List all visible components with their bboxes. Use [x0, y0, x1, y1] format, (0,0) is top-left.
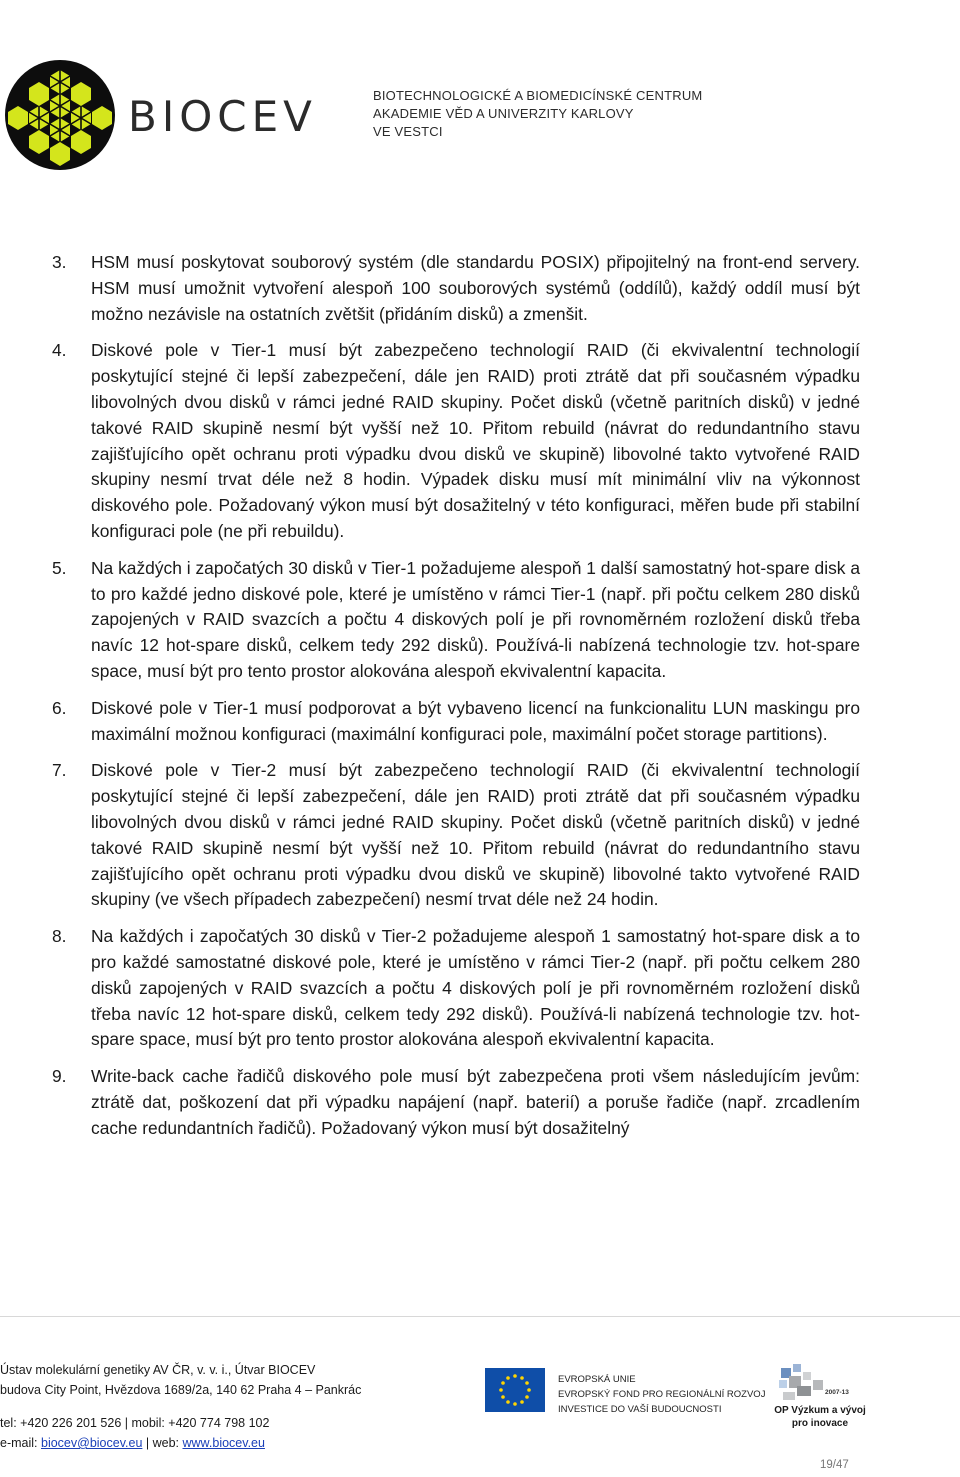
footer-divider	[0, 1316, 960, 1317]
list-item	[52, 556, 860, 685]
item-text: Na každých i započatých 30 disků v Tier-1 požadujeme alespoň 1 další samostatný hot-spare disk a to pro každé jedno diskové pole, které je umístěno v rámci Tier-1 (např. při počtu celkem 280 disků zapojených v RAID svazcích a počtu 4 diskových polí je při rovnoměrném rozložení disků třeba navíc 12 hot-spare disků, celkem tedy 292 disků). Používá-li nabízená technologie tzv. hot-spare space, musí být pro tento prostor alokována alespoň ekvivalentní kapacita.	[91, 557, 860, 681]
email-link[interactable]: biocev@biocev.eu	[41, 1436, 143, 1450]
op-program-text	[772, 1404, 868, 1430]
institution-line: VE VESTCI	[373, 124, 443, 139]
eu-line: INVESTICE DO VAŠÍ BUDOUCNOSTI	[558, 1404, 722, 1415]
org-name: Ústav molekulární genetiky AV ČR, v. v. i., Útvar BIOCEV	[0, 1363, 316, 1377]
op-line: pro inovace	[791, 1418, 849, 1429]
item-number: 3.	[52, 252, 67, 272]
list-item	[52, 1064, 860, 1141]
item-number: 9.	[52, 1066, 67, 1087]
item-text: Write-back cache řadičů diskového pole musí být zabezpečena proti všem následujícím jevům: ztrátě dat, poškození dat při výpadku napájení (např. baterií) a poruše řadiče (např. zrcadlením cache redundantních řadičů). Požadovaný výkon musí být dosažitelný	[91, 1066, 860, 1138]
op-year: 2007-13	[825, 1389, 849, 1396]
eu-flag-icon	[485, 1368, 545, 1412]
item-number: 8.	[52, 926, 67, 947]
biocev-logo-icon	[3, 58, 117, 172]
web-label: | web:	[145, 1436, 180, 1450]
eu-line: EVROPSKÝ FOND PRO REGIONÁLNÍ ROZVOJ	[558, 1389, 766, 1400]
item-text: Na každých i započatých 30 disků v Tier-2 požadujeme alespoň 1 samostatný hot-spare disk a to pro každé samostatné diskové pole, které je umístěno v rámci Tier-2 (např. při počtu celkem 280 disků zapojených v RAID svazcích a počtu 4 diskových polí je při rovnoměrném rozložení disků třeba navíc 12 hot-spare disků, celkem tedy 292 disků). Používá-li nabízená technologie tzv. hot-spare space, musí být pro tento prostor alokována alespoň ekvivalentní kapacita.	[91, 926, 860, 1050]
institution-line: BIOTECHNOLOGICKÉ A BIOMEDICÍNSKÉ CENTRUM	[373, 88, 703, 103]
op-line: OP Výzkum a vývoj	[774, 1405, 866, 1416]
item-text: Diskové pole v Tier-1 musí podporovat a být vybaveno licencí na funkcionalitu LUN maskingu pro maximální možnou konfiguraci (maximální konfiguraci pole, maximální počet storage partitions).	[91, 697, 860, 744]
institution-name	[373, 87, 702, 141]
institution-line: AKADEMIE VĚD A UNIVERZITY KARLOVY	[373, 106, 634, 121]
footer-address	[0, 1360, 361, 1453]
item-number: 6.	[52, 697, 67, 718]
item-number: 7.	[52, 760, 67, 781]
item-number: 4.	[52, 340, 67, 361]
item-number: 5.	[52, 557, 67, 578]
email-label: e-mail:	[0, 1436, 38, 1450]
eu-fund-text	[558, 1372, 765, 1417]
list-item	[52, 758, 860, 913]
list-item	[52, 338, 860, 544]
page-number: 19/47	[820, 1459, 849, 1471]
item-text: HSM musí poskytovat souborový systém (dle standardu POSIX) připojitelný na front-end servery. HSM musí umožnit vytvoření alespoň 100 souborových systémů (oddílů), každý oddíl musí být možno nezávisle na ostatních zvětšit (přidáním disků) a zmenšit.	[91, 252, 860, 324]
contact-links	[0, 1433, 361, 1453]
phone-numbers: tel: +420 226 201 526 | mobil: +420 774 798 102	[0, 1416, 270, 1430]
page-header	[0, 0, 960, 180]
list-item	[52, 696, 860, 748]
org-address: budova City Point, Hvězdova 1689/2a, 140 62 Praha 4 – Pankrác	[0, 1383, 362, 1397]
web-link[interactable]: www.biocev.eu	[182, 1436, 265, 1450]
item-text: Diskové pole v Tier-2 musí být zabezpečeno technologií RAID (či ekvivalentní technologií poskytující stejné či lepší zabezpečení, dále jen RAID) proti ztrátě dat při současném výpadku libovolných dvou disků v rámci jedné RAID skupiny. Počet disků (včetně paritních disků) v jedné takové RAID skupině nesmí být vyšší než 10. Přitom rebuild (návrat do redundantního stavu zajišťujícího opět ochranu proti výpadku dvou disků ve skupině) libovolné takto vytvořené RAID skupiny (ve všech případech zabezpečení) nesmí trvat déle než 24 hodin.	[91, 760, 860, 910]
list-item	[52, 924, 860, 1053]
item-text: Diskové pole v Tier-1 musí být zabezpečeno technologií RAID (či ekvivalentní technologií poskytující stejné či lepší zabezpečení, dále jen RAID) proti ztrátě dat při současném výpadku libovolných dvou disků v rámci jedné RAID skupiny. Počet disků (včetně paritních disků) v jedné takové RAID skupině nesmí být vyšší než 10. Přitom rebuild (návrat do redundantního stavu zajišťujícího opět ochranu proti výpadku dvou disků ve skupině) libovolné takto vytvořené RAID skupiny nesmí trvat déle než 8 hodin. Výpadek disku musí mít minimální vliv na výkonnost diskového pole. Požadovaný výkon musí být dosažitelný v této konfiguraci, měřen bude při stabilní konfiguraci pole (ne při rebuildu).	[91, 340, 860, 541]
list-item	[52, 250, 860, 327]
eu-line: EVROPSKÁ UNIE	[558, 1374, 636, 1385]
logo-text: BIOCEV	[128, 92, 317, 141]
numbered-list	[52, 250, 860, 1153]
